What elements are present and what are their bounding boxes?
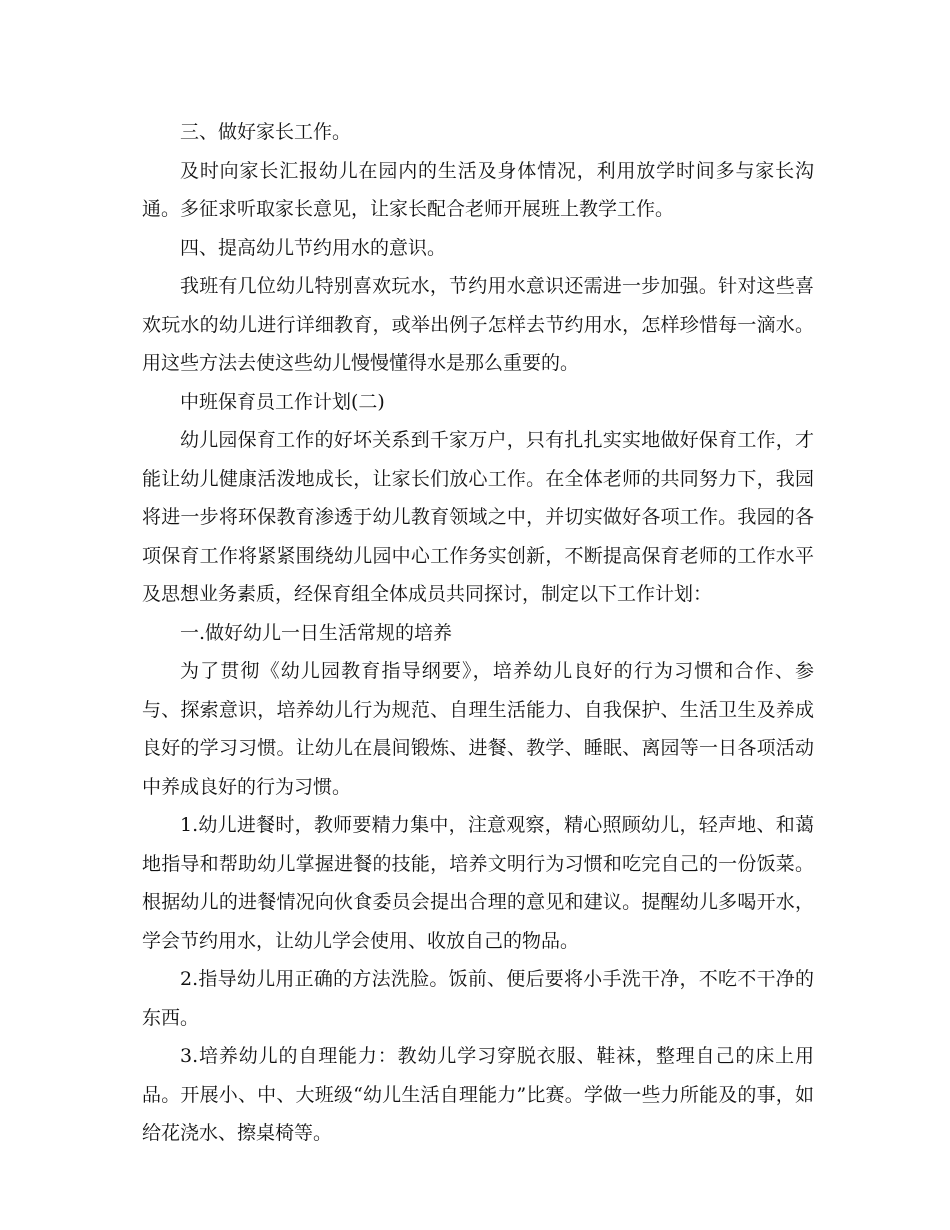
section-heading-daily-routine: 一.做好幼儿一日生活常规的培养 (180, 621, 453, 644)
list-item-self-care: 3.培养幼儿的自理能力：教幼儿学习穿脱衣服、鞋袜，整理自己的床上用品。开展小、中、大班级“幼儿生活自理能力”比赛。学做一些力所能及的事，如给花浇水、擦桌椅等。 (142, 1045, 814, 1144)
list-item-meals: 1.幼儿进餐时，教师要精力集中，注意观察，精心照顾幼儿，轻声地、和蔼地指导和帮助幼儿掌握进餐的技能，培养文明行为习惯和吃完自己的一份饭菜。根据幼儿的进餐情况向伙食委员会提出合理的意见和建议。提醒幼儿多喝开水，学会节约用水，让幼儿学会使用、收放自己的物品。 (142, 814, 814, 952)
paragraph-introduction: 幼儿园保育工作的好坏关系到千家万户，只有扎扎实实地做好保育工作，才能让幼儿健康活泼地成长，让家长们放心工作。在全体老师的共同努力下，我园将进一步将环保教育渗透于幼儿教育领域之中，并切实做好各项工作。我园的各项保育工作将紧紧围绕幼儿园中心工作务实创新，不断提高保育老师的工作水平及思想业务素质，经保育组全体成员共同探讨，制定以下工作计划： (142, 429, 814, 605)
section-heading-water-saving: 四、提高幼儿节约用水的意识。 (180, 236, 447, 259)
paragraph-parent-communication: 及时向家长汇报幼儿在园内的生活及身体情况，利用放学时间多与家长沟通。多征求听取家长意见，让家长配合老师开展班上教学工作。 (142, 159, 814, 220)
section-heading-parent-work: 三、做好家长工作。 (180, 121, 352, 143)
document-subtitle: 中班保育员工作计划(二) (180, 390, 385, 413)
list-item-washing: 2.指导幼儿用正确的方法洗脸。饭前、便后要将小手洗干净，不吃不干净的东西。 (142, 968, 814, 1029)
paragraph-water-saving: 我班有几位幼儿特别喜欢玩水，节约用水意识还需进一步加强。针对这些喜欢玩水的幼儿进行详细教育，或举出例子怎样去节约用水，怎样珍惜每一滴水。用这些方法去使这些幼儿慢慢懂得水是那么重要的。 (142, 275, 814, 374)
document-body (142, 113, 814, 1153)
paragraph-daily-routine: 为了贯彻《幼儿园教育指导纲要》，培养幼儿良好的行为习惯和合作、参与、探索意识，培养幼儿行为规范、自理生活能力、自我保护、生活卫生及养成良好的学习习惯。让幼儿在晨间锻炼、进餐、教学、睡眠、离园等一日各项活动中养成良好的行为习惯。 (142, 660, 814, 798)
